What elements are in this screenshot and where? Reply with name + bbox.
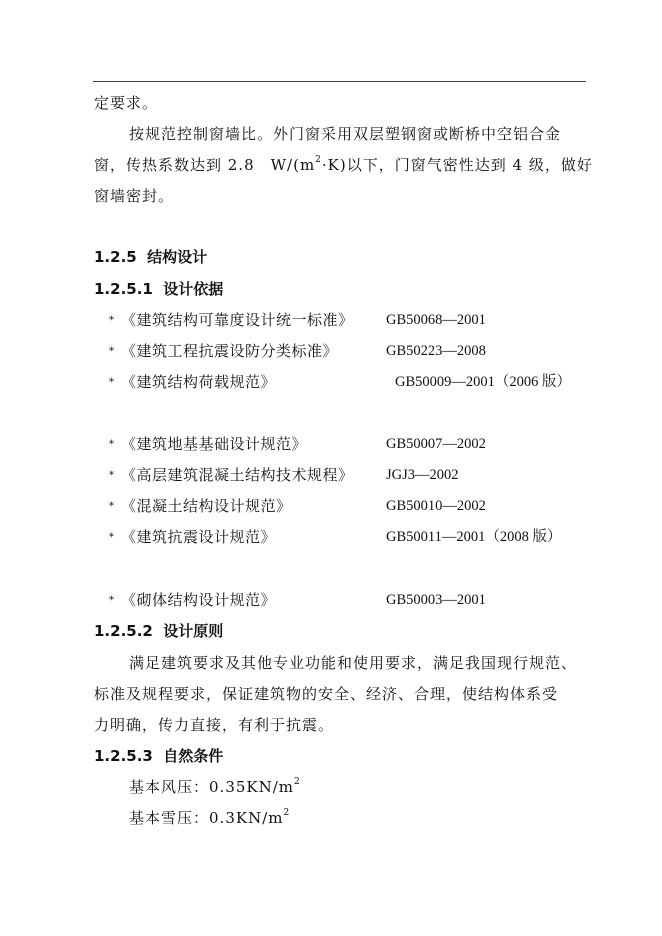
- standard-title: 《建筑结构可靠度设计统一标准》: [121, 311, 354, 329]
- paragraph-line: 窗墙密封。: [94, 187, 175, 205]
- standard-code: GB50223—2008: [386, 343, 486, 359]
- intro-line-1: 定要求。: [94, 94, 159, 112]
- standard-title: 《高层建筑混凝土结构技术规程》: [121, 466, 354, 484]
- section-heading-1-2-5: 1.2.5 结构设计: [94, 248, 208, 266]
- header-rule: [93, 81, 586, 82]
- paragraph-line: 标准及规程要求，保证建筑物的安全、经济、合理，使结构体系受: [94, 685, 559, 703]
- standard-title: 《建筑结构荷载规范》: [121, 373, 277, 391]
- bullet-icon: *: [109, 377, 114, 388]
- standard-title: 《建筑抗震设计规范》: [121, 528, 277, 546]
- standard-title: 《建筑工程抗震设防分类标准》: [121, 342, 339, 360]
- paragraph-line: 窗，传热系数达到 2.8 $W/(m^2\cdot K)$以下，门窗气密性达到 4 级，做好: [94, 155, 593, 174]
- bullet-icon: *: [109, 595, 114, 606]
- standard-title: 《混凝土结构设计规范》: [121, 497, 292, 515]
- standard-code: GB50007—2002: [386, 436, 486, 452]
- paragraph-line: 按规范控制窗墙比。外门窗采用双层塑钢窗或断桥中空铝合金: [129, 125, 562, 143]
- snow-pressure: 基本雪压：$0.3KN/m^2$: [129, 808, 291, 827]
- bullet-icon: *: [109, 439, 114, 450]
- paragraph-line: 力明确，传力直接，有利于抗震。: [94, 716, 335, 734]
- bullet-icon: *: [109, 315, 114, 326]
- wind-pressure: 基本风压：$0.35KN/m^2$: [129, 777, 301, 796]
- bullet-icon: *: [109, 532, 114, 543]
- standard-code: GB50011—2001（2008 版）: [386, 529, 562, 545]
- standard-title: 《砌体结构设计规范》: [121, 591, 277, 609]
- standard-code: GB50010—2002: [386, 498, 486, 514]
- standard-title: 《建筑地基基础设计规范》: [121, 435, 308, 453]
- bullet-icon: *: [109, 501, 114, 512]
- standard-code: GB50003—2001: [386, 592, 486, 608]
- standard-code: GB50009—2001（2006 版）: [395, 374, 572, 390]
- bullet-icon: *: [109, 346, 114, 357]
- bullet-icon: *: [109, 470, 114, 481]
- standard-code: JGJ3—2002: [386, 467, 459, 483]
- section-heading-1-2-5-3: 1.2.5.3 自然条件: [94, 747, 224, 765]
- paragraph-line: 满足建筑要求及其他专业功能和使用要求，满足我国现行规范、: [129, 654, 578, 672]
- standard-code: GB50068—2001: [386, 312, 486, 328]
- section-heading-1-2-5-2: 1.2.5.2 设计原则: [94, 622, 224, 640]
- section-heading-1-2-5-1: 1.2.5.1 设计依据: [94, 280, 224, 298]
